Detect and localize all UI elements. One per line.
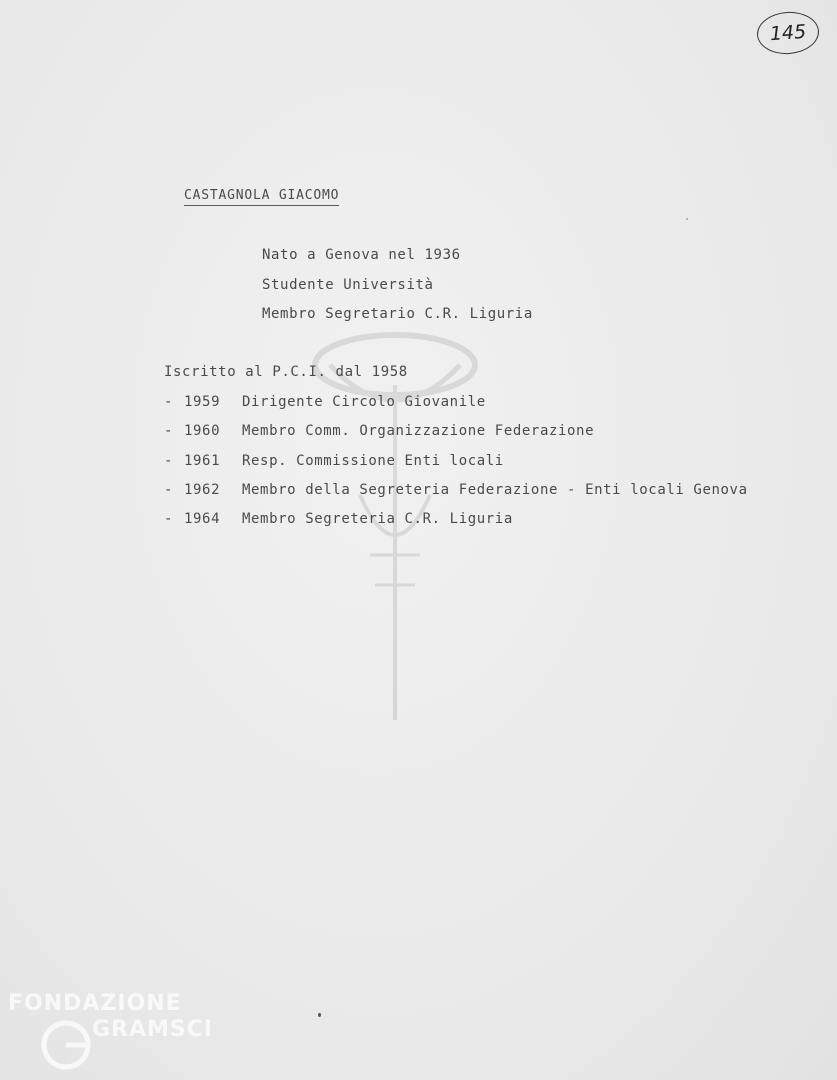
career-entry — [164, 511, 513, 529]
career-entry-year: 1962 — [184, 482, 221, 498]
career-entry-text: Membro della Segreteria Federazione - Enti locali Genova — [242, 482, 748, 498]
logo-line-1: FONDAZIONE — [8, 991, 182, 1016]
career-entry-dash: - — [164, 453, 174, 469]
career-entry-text: Resp. Commissione Enti locali — [242, 453, 504, 469]
paper-speck — [686, 218, 688, 220]
career-entry — [164, 394, 486, 412]
career-entry-year: 1961 — [184, 453, 221, 469]
career-entry-year: 1960 — [184, 423, 221, 439]
fondazione-gramsci-logo — [4, 990, 214, 1070]
career-entry-year: 1959 — [184, 394, 221, 410]
handwritten-page-number: 145 — [756, 10, 821, 56]
document-heading: CASTAGNOLA GIACOMO — [184, 189, 339, 206]
career-entry-dash: - — [164, 423, 174, 439]
career-entry-text: Membro Comm. Organizzazione Federazione — [242, 423, 595, 439]
role-info-line: Membro Segretario C.R. Liguria — [262, 306, 533, 322]
career-entry-year: 1964 — [184, 511, 221, 527]
career-entry — [164, 423, 594, 441]
party-enrollment-line: Iscritto al P.C.I. dal 1958 — [164, 364, 408, 380]
birth-info-line: Nato a Genova nel 1936 — [262, 247, 461, 263]
paper-speck — [318, 1013, 321, 1017]
career-entry-text: Membro Segreteria C.R. Liguria — [242, 511, 513, 527]
occupation-info-line: Studente Università — [262, 277, 434, 293]
career-entry — [164, 482, 748, 500]
logo-line-2: GRAMSCI — [92, 1017, 214, 1042]
career-entry-dash: - — [164, 482, 174, 498]
career-entry-dash: - — [164, 511, 174, 527]
career-entry-dash: - — [164, 394, 174, 410]
career-entry-text: Dirigente Circolo Giovanile — [242, 394, 486, 410]
career-entry — [164, 453, 504, 471]
